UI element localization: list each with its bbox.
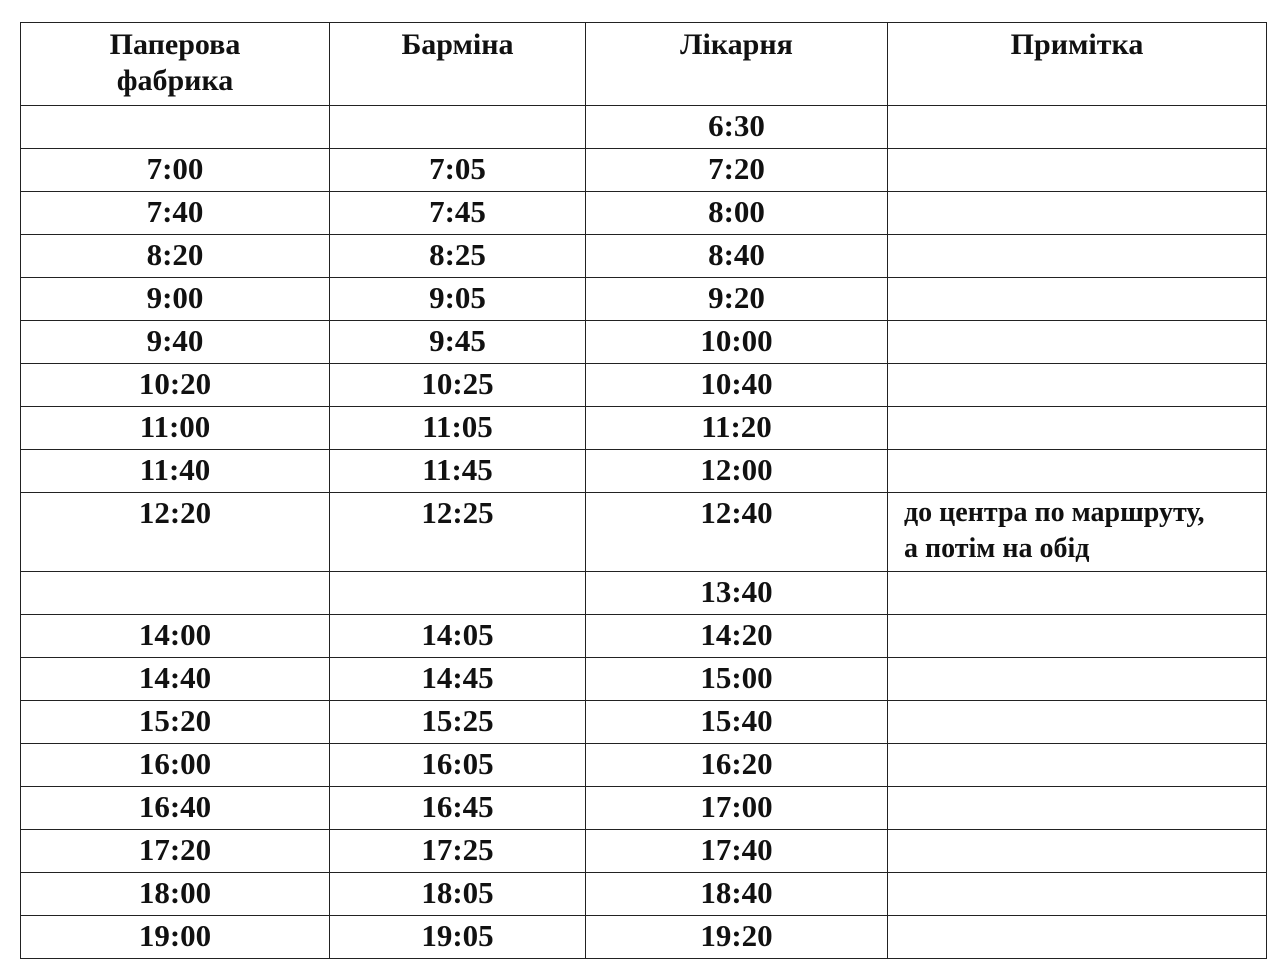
cell-hospital: 17:00 [586, 787, 888, 830]
cell-paper-factory: 14:00 [21, 615, 330, 658]
cell-note [888, 149, 1267, 192]
cell-note [888, 407, 1267, 450]
header-note: Примітка [888, 23, 1267, 106]
cell-note [888, 321, 1267, 364]
cell-barmina: 18:05 [330, 873, 586, 916]
table-row [21, 572, 1267, 615]
cell-paper-factory: 11:00 [21, 407, 330, 450]
cell-hospital: 12:00 [586, 450, 888, 493]
cell-hospital: 13:40 [586, 572, 888, 615]
table-row [21, 830, 1267, 873]
cell-note [888, 572, 1267, 615]
cell-note [888, 364, 1267, 407]
cell-paper-factory: 8:20 [21, 235, 330, 278]
cell-barmina: 9:45 [330, 321, 586, 364]
cell-note: до центра по маршруту, а потім на обід [888, 493, 1267, 572]
table-row [21, 235, 1267, 278]
table-row [21, 658, 1267, 701]
cell-hospital: 6:30 [586, 106, 888, 149]
cell-paper-factory [21, 572, 330, 615]
cell-hospital: 10:40 [586, 364, 888, 407]
cell-barmina [330, 106, 586, 149]
cell-barmina [330, 572, 586, 615]
table-row [21, 364, 1267, 407]
cell-paper-factory: 11:40 [21, 450, 330, 493]
cell-barmina: 11:45 [330, 450, 586, 493]
cell-hospital: 15:00 [586, 658, 888, 701]
cell-paper-factory: 7:00 [21, 149, 330, 192]
table-row [21, 615, 1267, 658]
cell-note [888, 450, 1267, 493]
cell-note [888, 873, 1267, 916]
table-row [21, 916, 1267, 959]
cell-barmina: 7:05 [330, 149, 586, 192]
cell-paper-factory: 9:40 [21, 321, 330, 364]
table-row [21, 106, 1267, 149]
cell-hospital: 8:00 [586, 192, 888, 235]
cell-barmina: 14:05 [330, 615, 586, 658]
cell-hospital: 12:40 [586, 493, 888, 572]
cell-paper-factory: 18:00 [21, 873, 330, 916]
table-row [21, 321, 1267, 364]
cell-barmina: 16:05 [330, 744, 586, 787]
cell-paper-factory: 16:40 [21, 787, 330, 830]
cell-barmina: 12:25 [330, 493, 586, 572]
cell-paper-factory: 7:40 [21, 192, 330, 235]
header-paper-factory: Паперова фабрика [21, 23, 330, 106]
schedule-table [20, 22, 1267, 959]
cell-hospital: 16:20 [586, 744, 888, 787]
cell-paper-factory: 19:00 [21, 916, 330, 959]
cell-hospital: 8:40 [586, 235, 888, 278]
cell-note [888, 192, 1267, 235]
cell-barmina: 17:25 [330, 830, 586, 873]
table-row [21, 493, 1267, 572]
cell-note [888, 830, 1267, 873]
cell-barmina: 9:05 [330, 278, 586, 321]
cell-paper-factory [21, 106, 330, 149]
cell-hospital: 19:20 [586, 916, 888, 959]
table-row [21, 744, 1267, 787]
cell-paper-factory: 12:20 [21, 493, 330, 572]
cell-hospital: 14:20 [586, 615, 888, 658]
table-row [21, 149, 1267, 192]
cell-note [888, 701, 1267, 744]
cell-note [888, 106, 1267, 149]
header-hospital: Лікарня [586, 23, 888, 106]
cell-paper-factory: 14:40 [21, 658, 330, 701]
cell-note [888, 787, 1267, 830]
cell-paper-factory: 9:00 [21, 278, 330, 321]
cell-hospital: 7:20 [586, 149, 888, 192]
table-row [21, 407, 1267, 450]
table-row [21, 873, 1267, 916]
cell-barmina: 7:45 [330, 192, 586, 235]
table-row [21, 701, 1267, 744]
cell-hospital: 9:20 [586, 278, 888, 321]
cell-barmina: 10:25 [330, 364, 586, 407]
cell-note [888, 278, 1267, 321]
table-row [21, 450, 1267, 493]
cell-hospital: 17:40 [586, 830, 888, 873]
schedule-body [21, 106, 1267, 959]
cell-hospital: 11:20 [586, 407, 888, 450]
cell-note [888, 235, 1267, 278]
cell-barmina: 19:05 [330, 916, 586, 959]
cell-barmina: 14:45 [330, 658, 586, 701]
cell-barmina: 8:25 [330, 235, 586, 278]
cell-paper-factory: 15:20 [21, 701, 330, 744]
cell-hospital: 10:00 [586, 321, 888, 364]
cell-paper-factory: 16:00 [21, 744, 330, 787]
cell-barmina: 16:45 [330, 787, 586, 830]
table-row [21, 278, 1267, 321]
cell-hospital: 15:40 [586, 701, 888, 744]
header-barmina: Барміна [330, 23, 586, 106]
table-row [21, 787, 1267, 830]
cell-note [888, 615, 1267, 658]
cell-paper-factory: 10:20 [21, 364, 330, 407]
cell-hospital: 18:40 [586, 873, 888, 916]
cell-note [888, 658, 1267, 701]
table-row [21, 192, 1267, 235]
cell-note [888, 916, 1267, 959]
cell-paper-factory: 17:20 [21, 830, 330, 873]
cell-barmina: 11:05 [330, 407, 586, 450]
cell-note [888, 744, 1267, 787]
header-row [21, 23, 1267, 106]
cell-barmina: 15:25 [330, 701, 586, 744]
